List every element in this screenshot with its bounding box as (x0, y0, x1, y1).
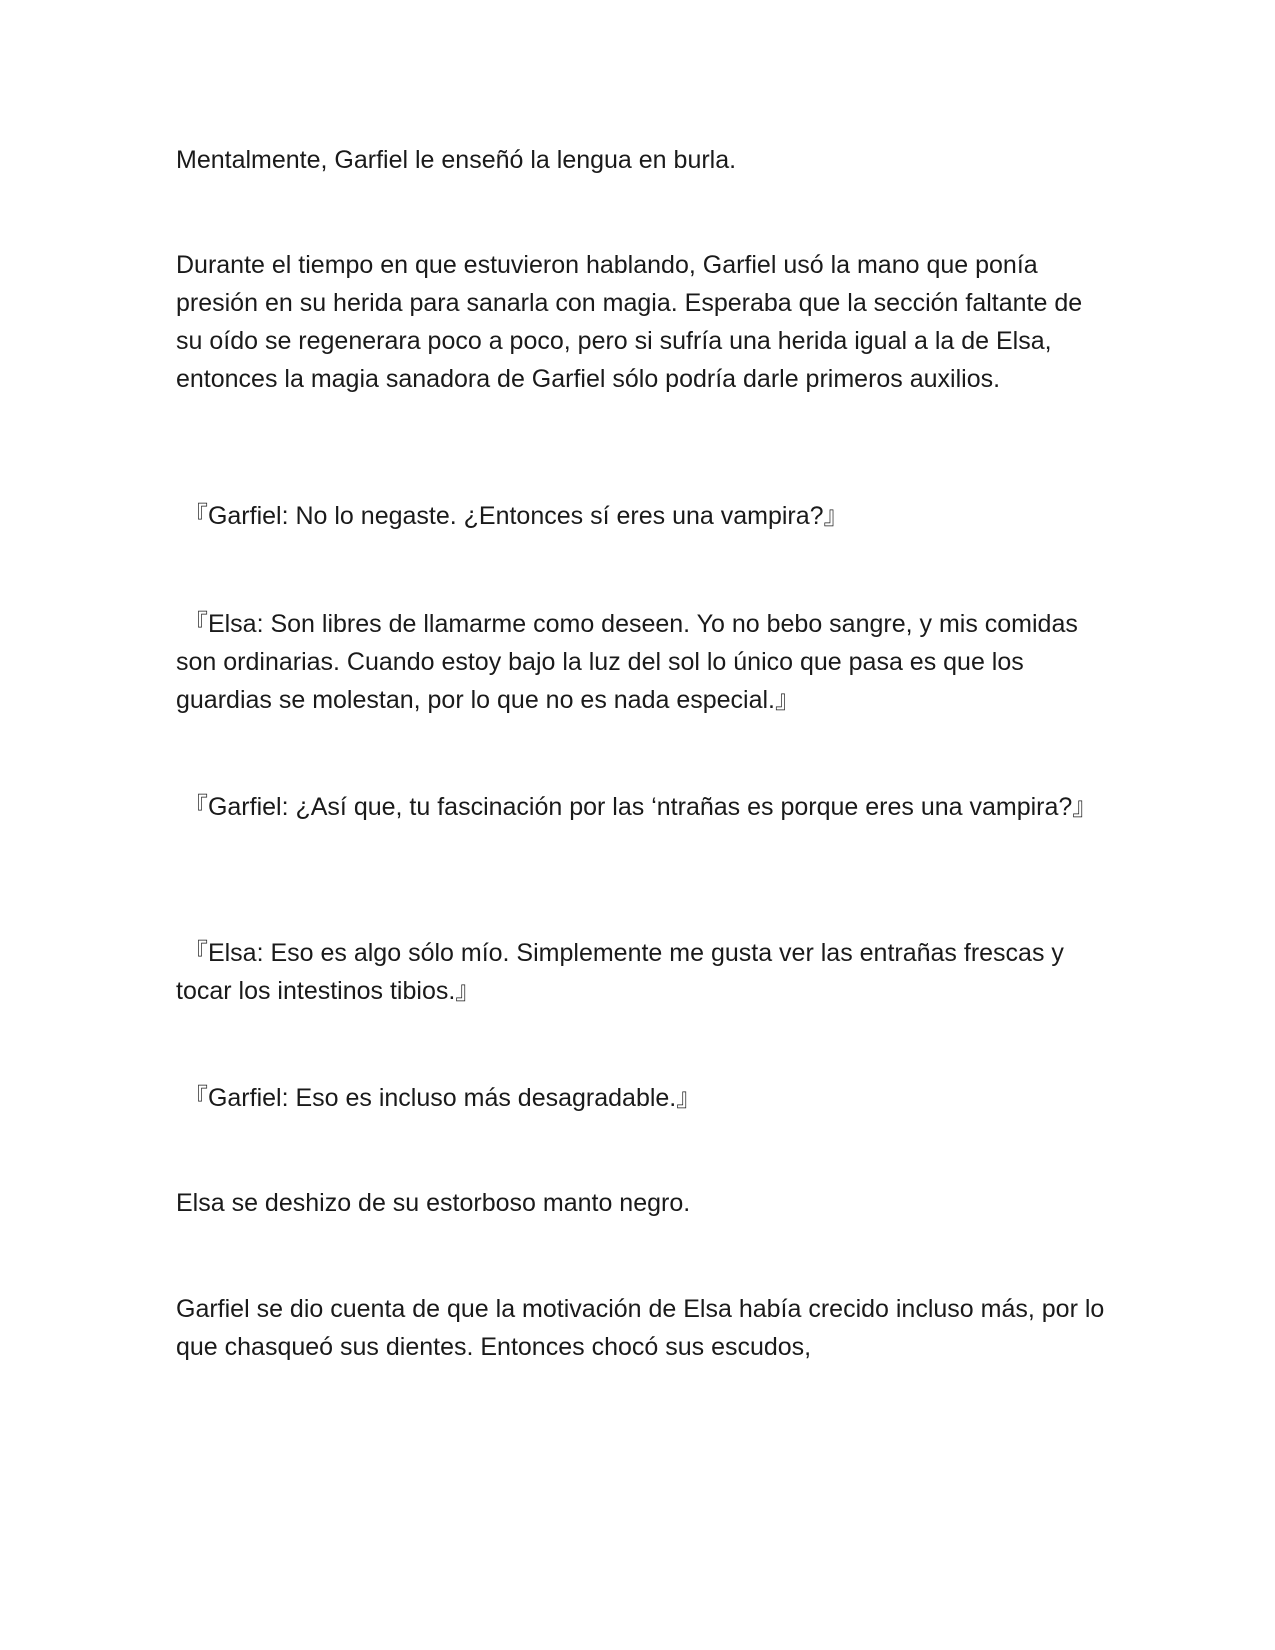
dialogue-garfiel-3: 『Garfiel: Eso es incluso más desagradable.』 (176, 1084, 702, 1112)
dialogue-garfiel-2: 『Garfiel: ¿Así que, tu fascinación por las ‘ntrañas es porque eres una vampira?』 (176, 793, 1098, 821)
dialogue-elsa-1: 『Elsa: Son libres de llamarme como deseen. Yo no bebo sangre, y mis comidas son ordinarias. Cuando estoy bajo la luz del sol lo único que pasa es que los guardias se molestan, por lo que no es nada especial.』 (176, 610, 1085, 714)
paragraph-4: Garfiel se dio cuenta de que la motivación de Elsa había crecido incluso más, por lo que chasqueó sus dientes. Entonces chocó sus escudos, (176, 1295, 1112, 1361)
paragraph-2: Durante el tiempo en que estuvieron hablando, Garfiel usó la mano que ponía presión en su herida para sanarla con magia. Esperaba que la sección faltante de su oído se regenerara poco a poco, pero si sufría una herida igual a la de Elsa, entonces la magia sanadora de Garfiel sólo podría darle primeros auxilios. (176, 251, 1090, 393)
dialogue-elsa-2: 『Elsa: Eso es algo sólo mío. Simplemente me gusta ver las entrañas frescas y tocar los intestinos tibios.』 (176, 939, 1071, 1005)
paragraph-1: Mentalmente, Garfiel le enseñó la lengua en burla. (176, 146, 737, 174)
dialogue-garfiel-1: 『Garfiel: No lo negaste. ¿Entonces sí eres una vampira?』 (176, 502, 849, 530)
paragraph-3: Elsa se deshizo de su estorboso manto negro. (176, 1189, 691, 1217)
